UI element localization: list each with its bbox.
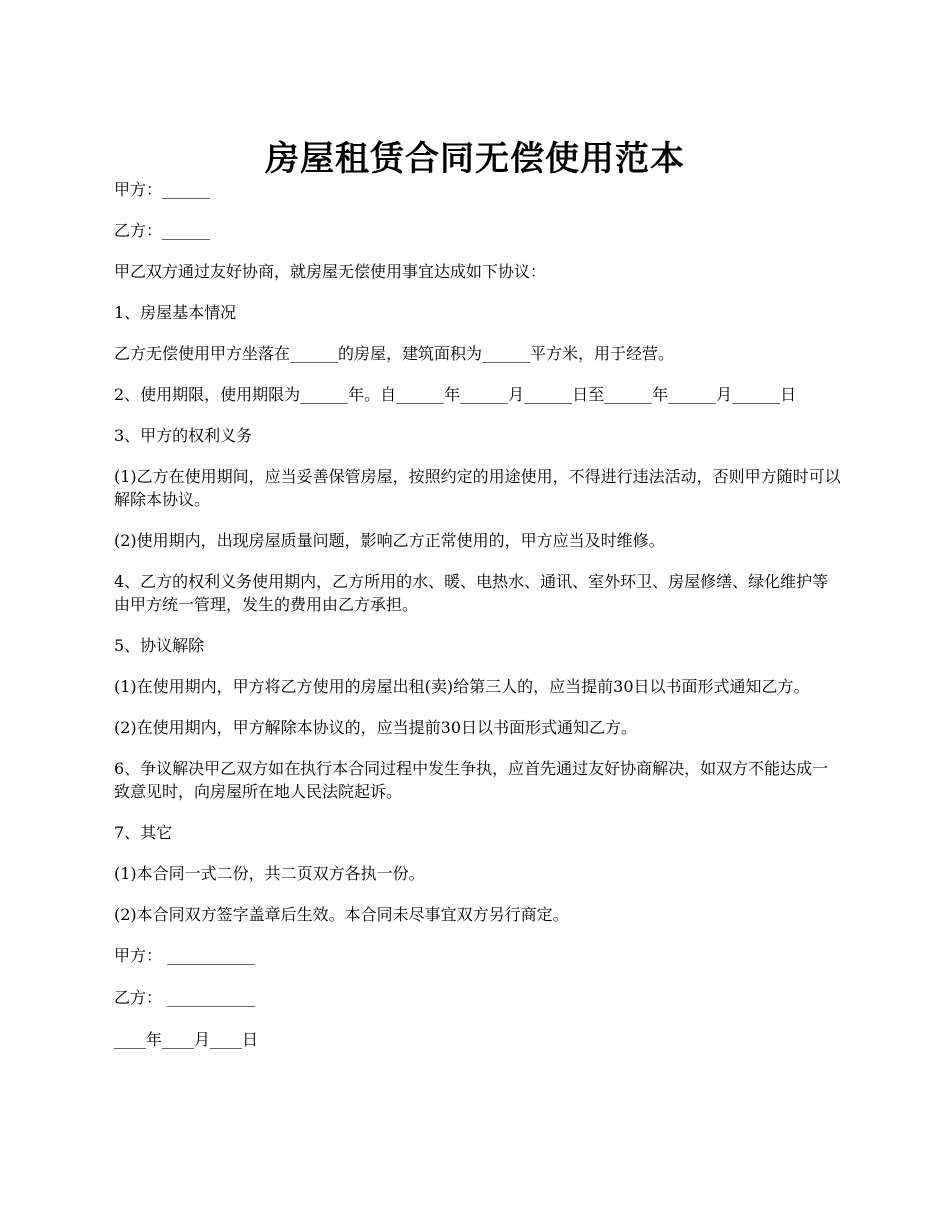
section-1-heading: 1、房屋基本情况 bbox=[114, 303, 237, 322]
section-5-heading: 5、协议解除 bbox=[114, 636, 205, 655]
section-1-text: 乙方无偿使用甲方坐落在______的房屋，建筑面积为______平方米，用于经营。 bbox=[114, 344, 675, 363]
section-7-item-1: (1)本合同一式二份，共二页双方各执一份。 bbox=[114, 864, 425, 883]
signature-party-a: 甲方： ___________ bbox=[114, 946, 256, 965]
document-body bbox=[114, 178, 842, 1070]
section-3-heading: 3、甲方的权利义务 bbox=[114, 426, 253, 445]
section-5-item-1: (1)在使用期内，甲方将乙方使用的房屋出租(卖)给第三人的，应当提前30日以书面形式通知乙方。 bbox=[114, 677, 810, 696]
section-2-text: 2、使用期限，使用期限为______年。自______年______月______日至______年______月______日 bbox=[114, 385, 797, 404]
section-3-item-1: (1)乙方在使用期间，应当妥善保管房屋，按照约定的用途使用，不得进行违法活动，否则甲方随时可以解除本协议。 bbox=[114, 467, 841, 509]
party-a-line: 甲方：______ bbox=[114, 180, 211, 199]
party-b-line: 乙方：______ bbox=[114, 221, 211, 240]
section-4-text: 4、乙方的权利义务使用期内，乙方所用的水、暖、电热水、通讯、室外环卫、房屋修缮、绿化维护等由甲方统一管理，发生的费用由乙方承担。 bbox=[114, 572, 829, 614]
signature-party-b: 乙方： ___________ bbox=[114, 988, 256, 1007]
signature-date: ____年____月____日 bbox=[114, 1030, 259, 1049]
section-7-item-2: (2)本合同双方签字盖章后生效。本合同未尽事宜双方另行商定。 bbox=[114, 905, 569, 924]
section-5-item-2: (2)在使用期内，甲方解除本协议的，应当提前30日以书面形式通知乙方。 bbox=[114, 718, 638, 737]
section-3-item-2: (2)使用期内，出现房屋质量问题，影响乙方正常使用的，甲方应当及时维修。 bbox=[114, 531, 665, 550]
document-title: 房屋租赁合同无偿使用范本 bbox=[265, 138, 685, 179]
section-7-heading: 7、其它 bbox=[114, 823, 173, 842]
preamble: 甲乙双方通过友好协商，就房屋无偿使用事宜达成如下协议： bbox=[114, 262, 547, 281]
section-6-text: 6、争议解决甲乙双方如在执行本合同过程中发生争执，应首先通过友好协商解决，如双方不能达成一致意见时，向房屋所在地人民法院起诉。 bbox=[114, 759, 829, 801]
